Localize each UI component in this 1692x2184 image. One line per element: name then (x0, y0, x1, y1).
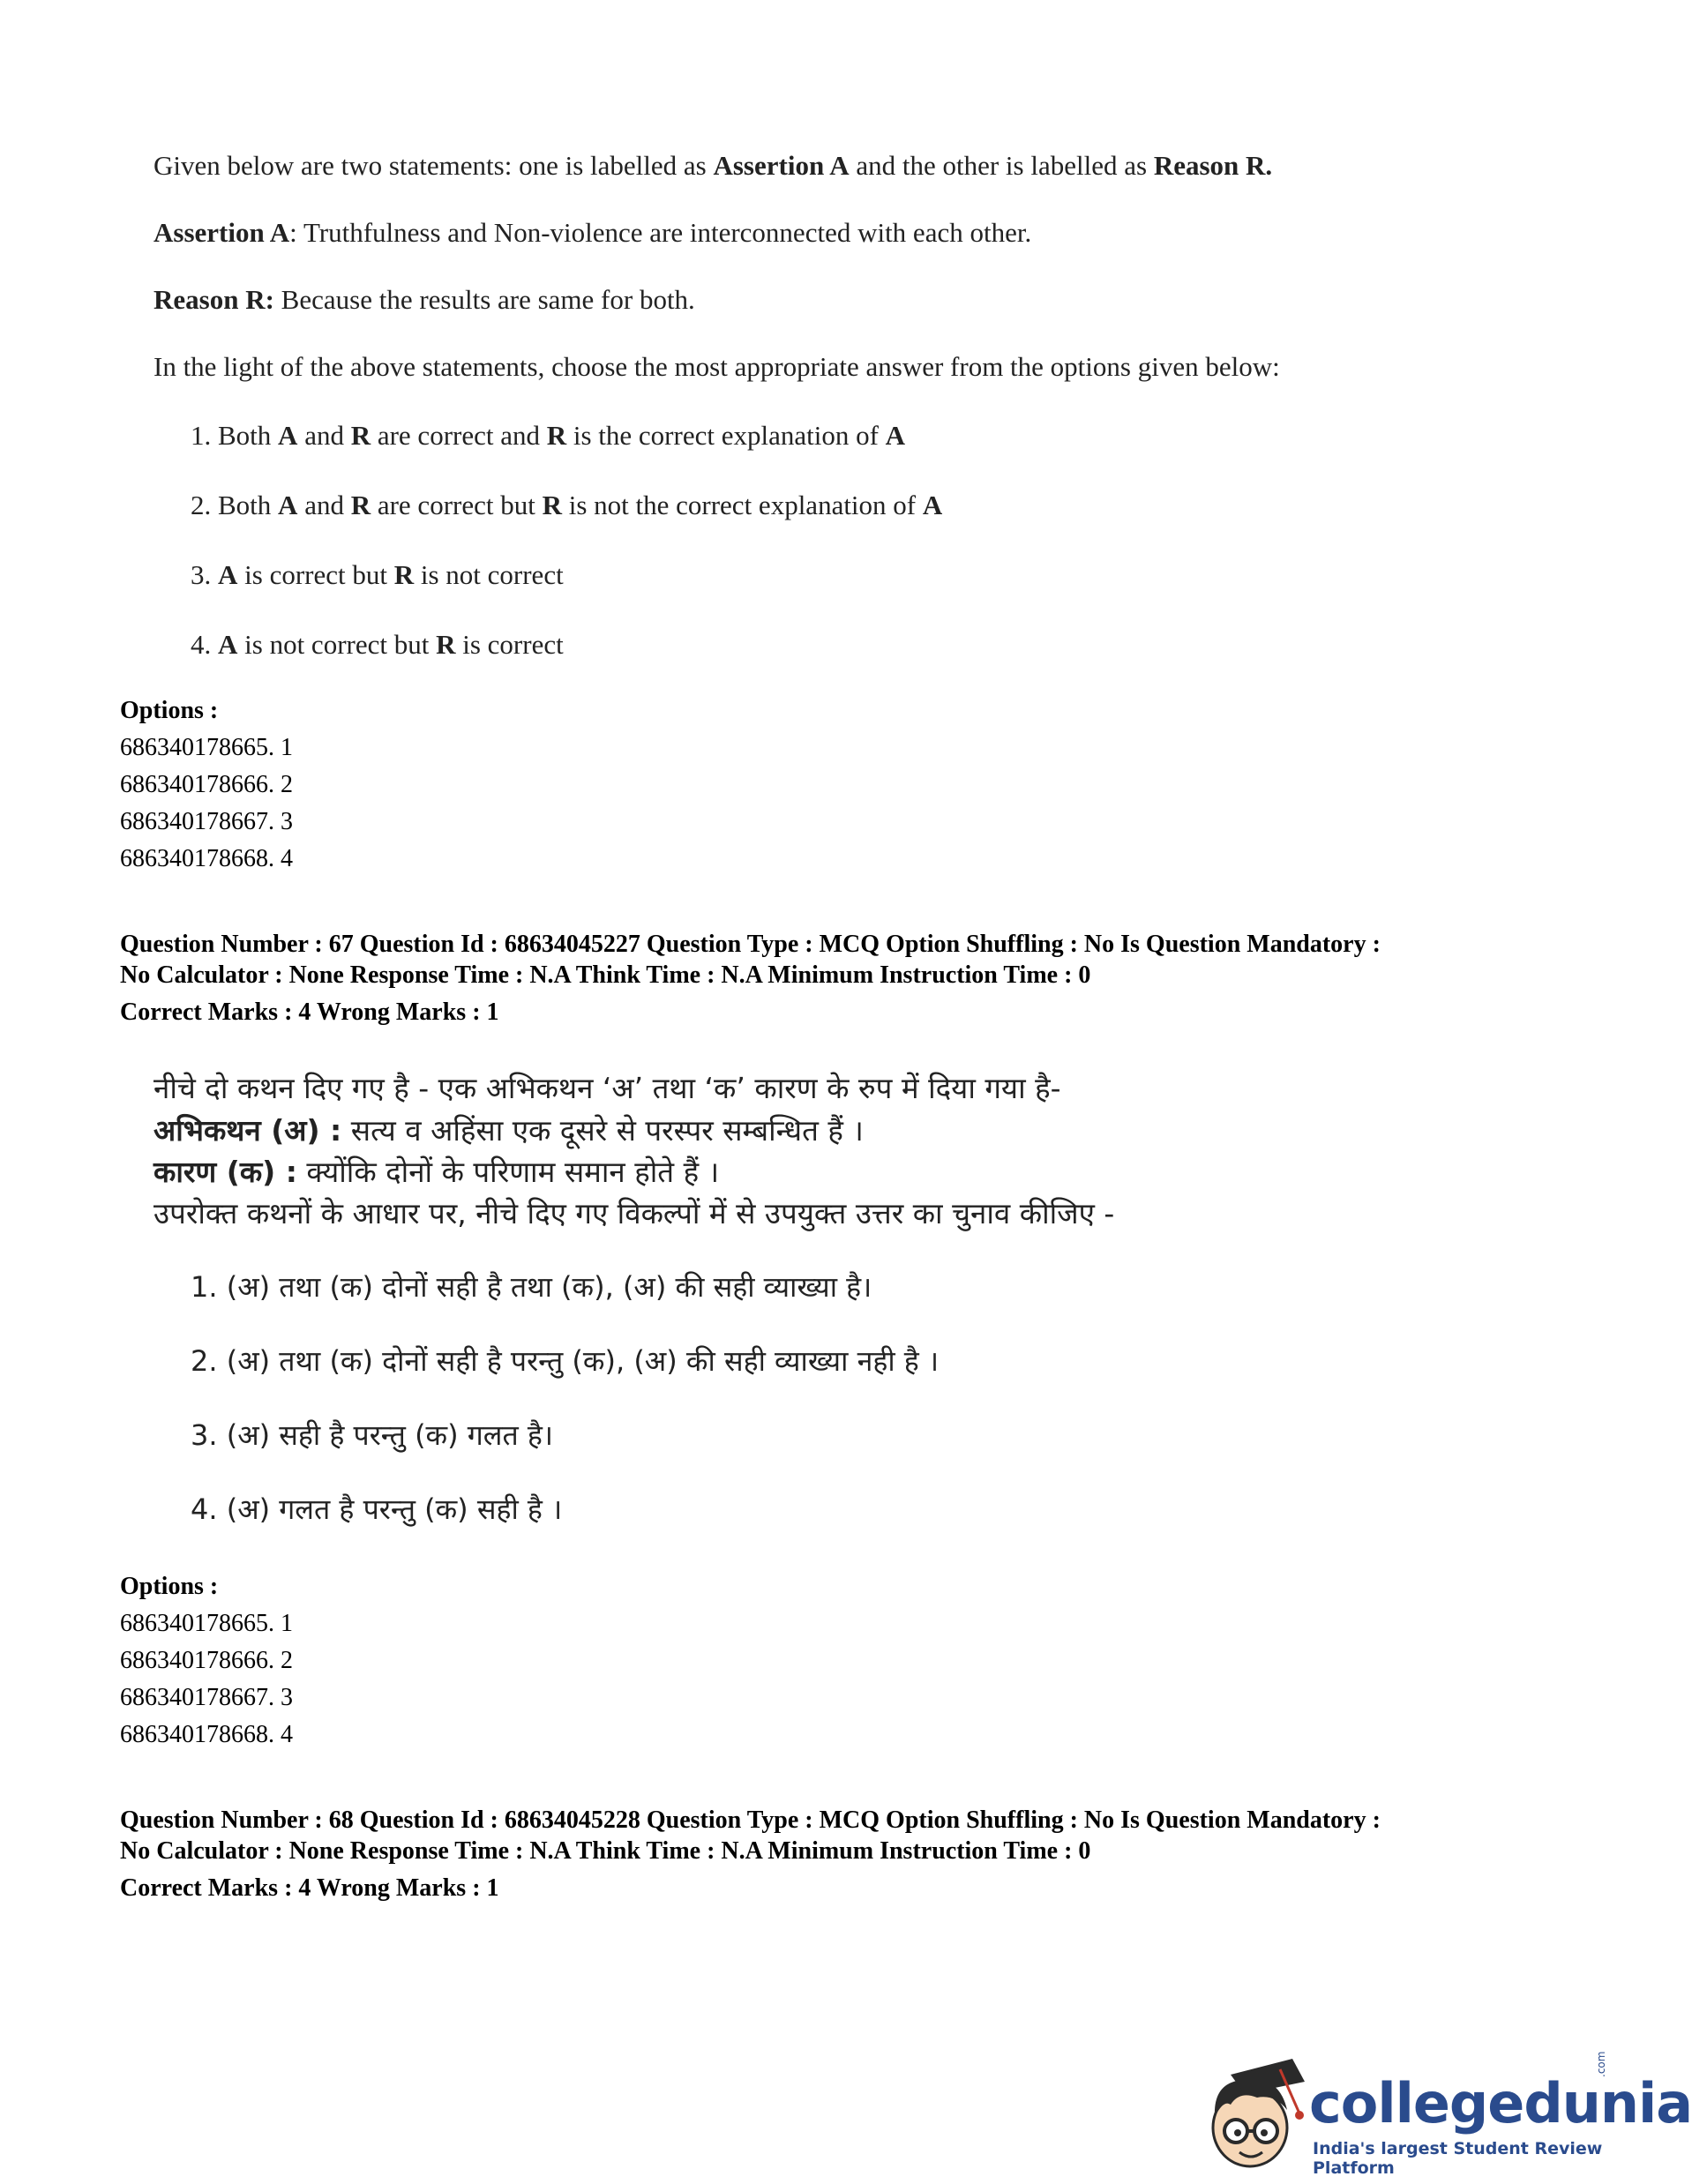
q66-intro-text-2: and the other is labelled as (849, 150, 1154, 181)
q66-assertion (153, 217, 1031, 249)
q67-meta-line-2: No Calculator : None Response Time : N.A Think Time : N.A Minimum Instruction Time : 0 (120, 961, 1091, 989)
q67-assertion-label: अभिकथन (अ) : (153, 1113, 342, 1148)
choice-bold: A (922, 490, 943, 520)
q67-option-2: 686340178666. 2 (120, 1647, 293, 1674)
q66-choice-3 (191, 559, 564, 591)
q67-option-4: 686340178668. 4 (120, 1721, 293, 1748)
q67-choice-2: 2. (अ) तथा (क) दोनों सही है परन्तु (क), (अ) की सही व्याख्या नही है । (191, 1344, 940, 1378)
q67-option-1: 686340178665. 1 (120, 1610, 293, 1637)
choice-bold: R (436, 629, 456, 660)
q66-reason (153, 284, 695, 316)
q67-intro: नीचे दो कथन दिए गए है - एक अभिकथन ‘अ’ तथा ‘क’ कारण के रुप में दिया गया है- (153, 1071, 1061, 1105)
choice-bold: R (393, 559, 415, 590)
q68-meta-line-3: Correct Marks : 4 Wrong Marks : 1 (120, 1874, 499, 1902)
brand-domain-suffix: .com (1595, 2051, 1607, 2077)
q66-reason-text: Because the results are same for both. (273, 284, 695, 315)
choice-text: is not correct but (237, 629, 437, 660)
choice-text: is not the correct explanation of (561, 490, 923, 520)
q66-instruction: In the light of the above statements, choose the most appropriate answer from the options given below: (153, 351, 1280, 382)
brand-tagline: India's largest Student Review Platform (1313, 2139, 1603, 2178)
choice-text: are correct and (371, 420, 547, 451)
choice-bold: R (546, 420, 567, 451)
choice-bold: R (350, 490, 371, 520)
choice-bold: A (278, 490, 298, 520)
q66-assertion-text: : Truthfulness and Non-violence are interconnected with each other. (289, 217, 1032, 248)
choice-text: is correct (455, 629, 564, 660)
q66-assertion-label: Assertion A (153, 217, 290, 248)
q66-intro-text: Given below are two statements: one is labelled as (153, 150, 714, 181)
q66-reason-label: Reason R: (153, 284, 274, 315)
choice-text: 1. Both (191, 420, 279, 451)
q66-choice-4 (191, 629, 564, 661)
choice-text: 2. Both (191, 490, 279, 520)
q67-meta-line-3: Correct Marks : 4 Wrong Marks : 1 (120, 999, 499, 1026)
q66-option-1: 686340178665. 1 (120, 734, 293, 761)
q66-option-2: 686340178666. 2 (120, 771, 293, 798)
q66-options-label: Options : (120, 697, 219, 724)
q66-intro (153, 150, 1272, 182)
brand-name: collegedunia (1309, 2071, 1692, 2135)
q67-options-label: Options : (120, 1573, 219, 1600)
q67-choice-4: 4. (अ) गलत है परन्तु (क) सही है । (191, 1492, 563, 1526)
choice-text: and (297, 490, 351, 520)
choice-bold: R (350, 420, 371, 451)
q68-meta-line-1: Question Number : 68 Question Id : 68634045228 Question Type : MCQ Option Shuffling : No Is Question Mandatory : (120, 1806, 1381, 1834)
q66-option-3: 686340178667. 3 (120, 808, 293, 835)
q67-reason (153, 1151, 719, 1191)
q67-choice-3: 3. (अ) सही है परन्तु (क) गलत है। (191, 1418, 554, 1452)
choice-text: are correct but (371, 490, 543, 520)
choice-bold: A (218, 559, 238, 590)
q67-meta-line-1: Question Number : 67 Question Id : 68634045227 Question Type : MCQ Option Shuffling : No Is Question Mandatory : (120, 931, 1381, 958)
q66-intro-bold-a: Assertion A (713, 150, 850, 181)
q67-assertion-text: सत्य व अहिंसा एक दूसरे से परस्पर सम्बन्धित हैं । (341, 1113, 864, 1148)
q67-option-3: 686340178667. 3 (120, 1684, 293, 1711)
choice-bold: R (542, 490, 562, 520)
choice-bold: A (885, 420, 906, 451)
q68-meta-line-2: No Calculator : None Response Time : N.A Think Time : N.A Minimum Instruction Time : 0 (120, 1837, 1091, 1865)
choice-text: is correct but (237, 559, 394, 590)
choice-text: is the correct explanation of (566, 420, 886, 451)
q66-choice-2 (191, 490, 942, 521)
choice-text: 3. (191, 559, 218, 590)
choice-text: is not correct (414, 559, 564, 590)
q67-choice-1: 1. (अ) तथा (क) दोनों सही है तथा (क), (अ) की सही व्याख्या है। (191, 1270, 872, 1304)
q67-reason-text: क्योंकि दोनों के परिणाम समान होते हैं । (296, 1155, 720, 1189)
q66-option-4: 686340178668. 4 (120, 845, 293, 872)
q66-choice-1 (191, 420, 905, 452)
choice-bold: A (278, 420, 298, 451)
choice-text: 4. (191, 629, 218, 660)
choice-text: and (297, 420, 351, 451)
q67-instruction: उपरोक्त कथनों के आधार पर, नीचे दिए गए विकल्पों में से उपयुक्त उत्तर का चुनाव कीजिए - (153, 1196, 1115, 1230)
choice-bold: A (218, 629, 238, 660)
student-mascot-icon (1195, 2055, 1310, 2179)
q67-reason-label: कारण (क) : (153, 1155, 297, 1189)
q66-intro-bold-r: Reason R. (1153, 150, 1273, 181)
q67-assertion (153, 1110, 864, 1149)
